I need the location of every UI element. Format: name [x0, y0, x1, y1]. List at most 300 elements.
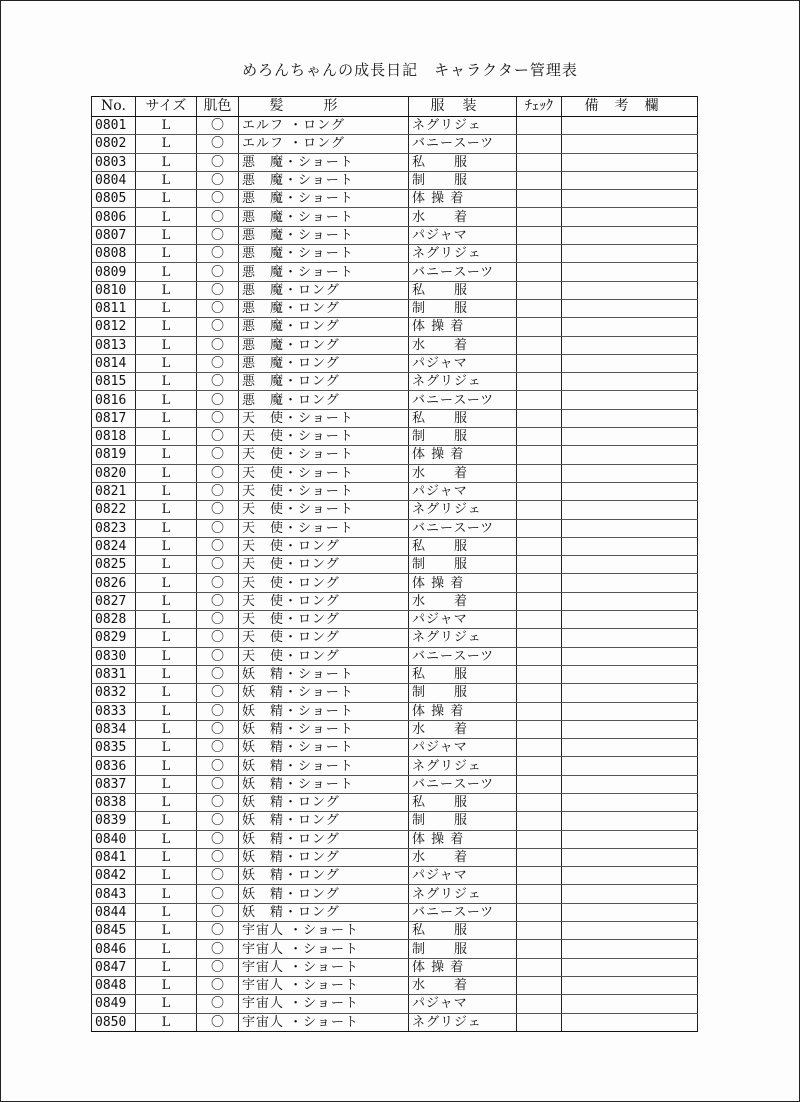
- cell-no: 0841: [92, 848, 136, 866]
- cell-skin: 〇: [197, 190, 239, 208]
- cell-no: 0808: [92, 245, 136, 263]
- cell-check: [517, 117, 562, 135]
- cell-clothes: 水 着: [409, 336, 517, 354]
- cell-size: L: [136, 720, 197, 738]
- cell-check: [517, 226, 562, 244]
- cell-no: 0832: [92, 684, 136, 702]
- cell-clothes: ネグリジェ: [409, 885, 517, 903]
- cell-skin: 〇: [197, 976, 239, 994]
- cell-size: L: [136, 793, 197, 811]
- cell-notes: [562, 958, 698, 976]
- cell-notes: [562, 373, 698, 391]
- cell-skin: 〇: [197, 848, 239, 866]
- cell-hair: 天 使・ロング: [239, 556, 409, 574]
- cell-no: 0804: [92, 171, 136, 189]
- cell-skin: 〇: [197, 702, 239, 720]
- cell-size: L: [136, 281, 197, 299]
- table-row: [92, 665, 698, 683]
- cell-notes: [562, 793, 698, 811]
- cell-skin: 〇: [197, 281, 239, 299]
- cell-no: 0806: [92, 208, 136, 226]
- table-row: [92, 153, 698, 171]
- cell-size: L: [136, 976, 197, 994]
- table-row: [92, 739, 698, 757]
- cell-skin: 〇: [197, 574, 239, 592]
- table-row: [92, 263, 698, 281]
- cell-hair: 宇宙人 ・ショート: [239, 1013, 409, 1031]
- cell-check: [517, 318, 562, 336]
- cell-clothes: 水 着: [409, 976, 517, 994]
- cell-check: [517, 775, 562, 793]
- table-row: [92, 501, 698, 519]
- cell-clothes: バニースーツ: [409, 775, 517, 793]
- cell-no: 0831: [92, 665, 136, 683]
- cell-skin: 〇: [197, 830, 239, 848]
- cell-hair: 天 使・ロング: [239, 592, 409, 610]
- cell-no: 0849: [92, 995, 136, 1013]
- cell-no: 0839: [92, 812, 136, 830]
- cell-check: [517, 464, 562, 482]
- cell-hair: 悪 魔・ロング: [239, 299, 409, 317]
- cell-notes: [562, 775, 698, 793]
- cell-hair: 妖 精・ロング: [239, 867, 409, 885]
- cell-skin: 〇: [197, 336, 239, 354]
- cell-notes: [562, 848, 698, 866]
- cell-notes: [562, 501, 698, 519]
- cell-size: L: [136, 647, 197, 665]
- cell-check: [517, 812, 562, 830]
- cell-hair: エルフ ・ロング: [239, 135, 409, 153]
- cell-no: 0812: [92, 318, 136, 336]
- cell-clothes: 水 着: [409, 592, 517, 610]
- table-row: [92, 885, 698, 903]
- cell-hair: 妖 精・ショート: [239, 775, 409, 793]
- cell-notes: [562, 885, 698, 903]
- cell-size: L: [136, 373, 197, 391]
- cell-hair: 宇宙人 ・ショート: [239, 976, 409, 994]
- cell-no: 0829: [92, 629, 136, 647]
- cell-no: 0850: [92, 1013, 136, 1031]
- header-clothes: 服装: [409, 97, 517, 117]
- cell-size: L: [136, 263, 197, 281]
- cell-size: L: [136, 464, 197, 482]
- cell-size: L: [136, 226, 197, 244]
- cell-hair: 悪 魔・ショート: [239, 171, 409, 189]
- table-row: [92, 940, 698, 958]
- cell-clothes: バニースーツ: [409, 519, 517, 537]
- cell-skin: 〇: [197, 647, 239, 665]
- cell-hair: 宇宙人 ・ショート: [239, 958, 409, 976]
- cell-hair: 悪 魔・ロング: [239, 373, 409, 391]
- cell-clothes: ネグリジェ: [409, 373, 517, 391]
- table-row: [92, 208, 698, 226]
- cell-notes: [562, 611, 698, 629]
- cell-clothes: 私 服: [409, 793, 517, 811]
- cell-clothes: ネグリジェ: [409, 757, 517, 775]
- cell-hair: 悪 魔・ショート: [239, 153, 409, 171]
- cell-hair: 妖 精・ロング: [239, 903, 409, 921]
- cell-clothes: パジャマ: [409, 482, 517, 500]
- table-row: [92, 757, 698, 775]
- cell-skin: 〇: [197, 885, 239, 903]
- table-row: [92, 848, 698, 866]
- table-row: [92, 409, 698, 427]
- cell-no: 0805: [92, 190, 136, 208]
- cell-notes: [562, 208, 698, 226]
- cell-hair: 妖 精・ロング: [239, 793, 409, 811]
- cell-check: [517, 995, 562, 1013]
- cell-check: [517, 793, 562, 811]
- cell-hair: 悪 魔・ショート: [239, 190, 409, 208]
- table-row: [92, 428, 698, 446]
- cell-clothes: 水 着: [409, 720, 517, 738]
- cell-clothes: 私 服: [409, 281, 517, 299]
- cell-size: L: [136, 428, 197, 446]
- cell-notes: [562, 190, 698, 208]
- cell-clothes: ネグリジェ: [409, 117, 517, 135]
- cell-hair: 妖 精・ショート: [239, 757, 409, 775]
- cell-no: 0823: [92, 519, 136, 537]
- cell-hair: 天 使・ロング: [239, 537, 409, 555]
- cell-skin: 〇: [197, 922, 239, 940]
- table-header-row: [92, 97, 698, 117]
- cell-notes: [562, 940, 698, 958]
- cell-notes: [562, 299, 698, 317]
- cell-skin: 〇: [197, 537, 239, 555]
- cell-size: L: [136, 702, 197, 720]
- page-title: めろんちゃんの成長日記 キャラクター管理表: [242, 61, 578, 79]
- table-row: [92, 135, 698, 153]
- cell-size: L: [136, 519, 197, 537]
- cell-clothes: 制 服: [409, 171, 517, 189]
- cell-size: L: [136, 739, 197, 757]
- cell-notes: [562, 556, 698, 574]
- cell-no: 0802: [92, 135, 136, 153]
- cell-no: 0801: [92, 117, 136, 135]
- cell-notes: [562, 318, 698, 336]
- cell-size: L: [136, 171, 197, 189]
- header-no: No.: [92, 97, 136, 117]
- cell-notes: [562, 226, 698, 244]
- cell-hair: 妖 精・ショート: [239, 665, 409, 683]
- cell-size: L: [136, 684, 197, 702]
- cell-skin: 〇: [197, 684, 239, 702]
- cell-skin: 〇: [197, 409, 239, 427]
- cell-check: [517, 482, 562, 500]
- cell-hair: 悪 魔・ショート: [239, 263, 409, 281]
- table-row: [92, 684, 698, 702]
- cell-hair: 妖 精・ショート: [239, 684, 409, 702]
- table-row: [92, 537, 698, 555]
- table-row: [92, 464, 698, 482]
- cell-skin: 〇: [197, 135, 239, 153]
- cell-notes: [562, 867, 698, 885]
- cell-hair: エルフ ・ロング: [239, 117, 409, 135]
- cell-notes: [562, 171, 698, 189]
- cell-size: L: [136, 391, 197, 409]
- cell-hair: 天 使・ショート: [239, 482, 409, 500]
- header-size: サイズ: [136, 97, 197, 117]
- cell-hair: 悪 魔・ロング: [239, 281, 409, 299]
- cell-clothes: バニースーツ: [409, 903, 517, 921]
- table-row: [92, 574, 698, 592]
- cell-size: L: [136, 812, 197, 830]
- cell-no: 0825: [92, 556, 136, 574]
- table-row: [92, 354, 698, 372]
- cell-no: 0847: [92, 958, 136, 976]
- cell-check: [517, 903, 562, 921]
- cell-skin: 〇: [197, 171, 239, 189]
- cell-clothes: ネグリジェ: [409, 629, 517, 647]
- cell-notes: [562, 903, 698, 921]
- cell-no: 0840: [92, 830, 136, 848]
- cell-clothes: 私 服: [409, 665, 517, 683]
- cell-skin: 〇: [197, 464, 239, 482]
- cell-check: [517, 867, 562, 885]
- cell-clothes: 制 服: [409, 428, 517, 446]
- cell-size: L: [136, 958, 197, 976]
- cell-size: L: [136, 757, 197, 775]
- table-row: [92, 995, 698, 1013]
- cell-skin: 〇: [197, 354, 239, 372]
- cell-skin: 〇: [197, 556, 239, 574]
- cell-check: [517, 976, 562, 994]
- header-hair: 髪形: [239, 97, 409, 117]
- cell-no: 0809: [92, 263, 136, 281]
- cell-skin: 〇: [197, 867, 239, 885]
- cell-notes: [562, 995, 698, 1013]
- cell-notes: [562, 391, 698, 409]
- cell-hair: 天 使・ショート: [239, 464, 409, 482]
- cell-clothes: ネグリジェ: [409, 1013, 517, 1031]
- cell-skin: 〇: [197, 519, 239, 537]
- cell-clothes: 体 操 着: [409, 830, 517, 848]
- cell-clothes: バニースーツ: [409, 647, 517, 665]
- cell-no: 0830: [92, 647, 136, 665]
- cell-notes: [562, 976, 698, 994]
- table-row: [92, 245, 698, 263]
- cell-hair: 天 使・ショート: [239, 501, 409, 519]
- table-row: [92, 318, 698, 336]
- cell-hair: 悪 魔・ショート: [239, 208, 409, 226]
- cell-clothes: ネグリジェ: [409, 245, 517, 263]
- cell-skin: 〇: [197, 757, 239, 775]
- cell-no: 0827: [92, 592, 136, 610]
- table-row: [92, 720, 698, 738]
- cell-size: L: [136, 336, 197, 354]
- cell-no: 0819: [92, 446, 136, 464]
- cell-clothes: パジャマ: [409, 995, 517, 1013]
- cell-notes: [562, 537, 698, 555]
- cell-check: [517, 720, 562, 738]
- cell-notes: [562, 629, 698, 647]
- table-row: [92, 171, 698, 189]
- cell-clothes: 体 操 着: [409, 190, 517, 208]
- cell-notes: [562, 720, 698, 738]
- cell-skin: 〇: [197, 903, 239, 921]
- cell-clothes: 制 服: [409, 940, 517, 958]
- cell-no: 0813: [92, 336, 136, 354]
- cell-size: L: [136, 117, 197, 135]
- table-row: [92, 629, 698, 647]
- cell-no: 0811: [92, 299, 136, 317]
- cell-clothes: 制 服: [409, 812, 517, 830]
- cell-size: L: [136, 922, 197, 940]
- cell-check: [517, 299, 562, 317]
- cell-clothes: パジャマ: [409, 354, 517, 372]
- cell-notes: [562, 428, 698, 446]
- cell-skin: 〇: [197, 793, 239, 811]
- cell-notes: [562, 812, 698, 830]
- cell-check: [517, 373, 562, 391]
- cell-check: [517, 336, 562, 354]
- cell-hair: 天 使・ショート: [239, 409, 409, 427]
- cell-no: 0820: [92, 464, 136, 482]
- cell-no: 0822: [92, 501, 136, 519]
- cell-no: 0833: [92, 702, 136, 720]
- cell-size: L: [136, 190, 197, 208]
- cell-no: 0838: [92, 793, 136, 811]
- cell-skin: 〇: [197, 665, 239, 683]
- table-row: [92, 117, 698, 135]
- cell-check: [517, 592, 562, 610]
- cell-no: 0834: [92, 720, 136, 738]
- character-table: [91, 96, 698, 1032]
- cell-check: [517, 739, 562, 757]
- cell-hair: 妖 精・ショート: [239, 702, 409, 720]
- cell-check: [517, 922, 562, 940]
- table-row: [92, 830, 698, 848]
- cell-no: 0818: [92, 428, 136, 446]
- cell-no: 0814: [92, 354, 136, 372]
- cell-size: L: [136, 848, 197, 866]
- cell-hair: 妖 精・ショート: [239, 720, 409, 738]
- cell-notes: [562, 281, 698, 299]
- cell-size: L: [136, 501, 197, 519]
- cell-clothes: 私 服: [409, 922, 517, 940]
- cell-hair: 天 使・ショート: [239, 446, 409, 464]
- cell-hair: 宇宙人 ・ショート: [239, 940, 409, 958]
- cell-size: L: [136, 354, 197, 372]
- cell-check: [517, 574, 562, 592]
- cell-clothes: パジャマ: [409, 226, 517, 244]
- cell-check: [517, 171, 562, 189]
- cell-size: L: [136, 592, 197, 610]
- cell-skin: 〇: [197, 263, 239, 281]
- cell-check: [517, 263, 562, 281]
- cell-skin: 〇: [197, 153, 239, 171]
- cell-size: L: [136, 665, 197, 683]
- cell-size: L: [136, 903, 197, 921]
- table-row: [92, 702, 698, 720]
- cell-no: 0815: [92, 373, 136, 391]
- cell-check: [517, 556, 562, 574]
- cell-hair: 妖 精・ロング: [239, 812, 409, 830]
- cell-hair: 天 使・ショート: [239, 428, 409, 446]
- cell-notes: [562, 592, 698, 610]
- cell-size: L: [136, 482, 197, 500]
- table-row: [92, 519, 698, 537]
- cell-hair: 天 使・ロング: [239, 574, 409, 592]
- cell-size: L: [136, 885, 197, 903]
- table-row: [92, 793, 698, 811]
- cell-hair: 悪 魔・ロング: [239, 336, 409, 354]
- cell-clothes: パジャマ: [409, 739, 517, 757]
- cell-skin: 〇: [197, 629, 239, 647]
- cell-hair: 妖 精・ロング: [239, 885, 409, 903]
- cell-skin: 〇: [197, 720, 239, 738]
- cell-clothes: 体 操 着: [409, 958, 517, 976]
- cell-size: L: [136, 867, 197, 885]
- cell-no: 0828: [92, 611, 136, 629]
- cell-check: [517, 245, 562, 263]
- table-row: [92, 611, 698, 629]
- cell-check: [517, 135, 562, 153]
- cell-notes: [562, 830, 698, 848]
- cell-check: [517, 537, 562, 555]
- cell-hair: 天 使・ショート: [239, 519, 409, 537]
- header-notes: 備考欄: [562, 97, 698, 117]
- cell-size: L: [136, 611, 197, 629]
- cell-skin: 〇: [197, 501, 239, 519]
- cell-size: L: [136, 556, 197, 574]
- cell-clothes: バニースーツ: [409, 135, 517, 153]
- cell-no: 0826: [92, 574, 136, 592]
- cell-clothes: 制 服: [409, 684, 517, 702]
- cell-check: [517, 281, 562, 299]
- cell-clothes: 体 操 着: [409, 446, 517, 464]
- cell-no: 0842: [92, 867, 136, 885]
- cell-skin: 〇: [197, 775, 239, 793]
- cell-size: L: [136, 1013, 197, 1031]
- cell-size: L: [136, 629, 197, 647]
- cell-check: [517, 647, 562, 665]
- table-row: [92, 592, 698, 610]
- cell-no: 0817: [92, 409, 136, 427]
- cell-skin: 〇: [197, 940, 239, 958]
- cell-skin: 〇: [197, 299, 239, 317]
- table-row: [92, 373, 698, 391]
- cell-clothes: 水 着: [409, 848, 517, 866]
- table-row: [92, 812, 698, 830]
- cell-notes: [562, 574, 698, 592]
- cell-no: 0810: [92, 281, 136, 299]
- cell-skin: 〇: [197, 482, 239, 500]
- cell-skin: 〇: [197, 245, 239, 263]
- cell-check: [517, 501, 562, 519]
- cell-hair: 悪 魔・ロング: [239, 318, 409, 336]
- cell-check: [517, 958, 562, 976]
- table-row: [92, 556, 698, 574]
- header-check: ﾁｪｯｸ: [517, 97, 562, 117]
- cell-clothes: 私 服: [409, 409, 517, 427]
- cell-clothes: パジャマ: [409, 611, 517, 629]
- cell-no: 0803: [92, 153, 136, 171]
- cell-check: [517, 190, 562, 208]
- cell-check: [517, 354, 562, 372]
- cell-skin: 〇: [197, 318, 239, 336]
- cell-check: [517, 848, 562, 866]
- header-skin: 肌色: [197, 97, 239, 117]
- cell-size: L: [136, 318, 197, 336]
- cell-notes: [562, 482, 698, 500]
- cell-size: L: [136, 245, 197, 263]
- cell-check: [517, 208, 562, 226]
- cell-no: 0845: [92, 922, 136, 940]
- cell-skin: 〇: [197, 226, 239, 244]
- cell-size: L: [136, 409, 197, 427]
- cell-skin: 〇: [197, 958, 239, 976]
